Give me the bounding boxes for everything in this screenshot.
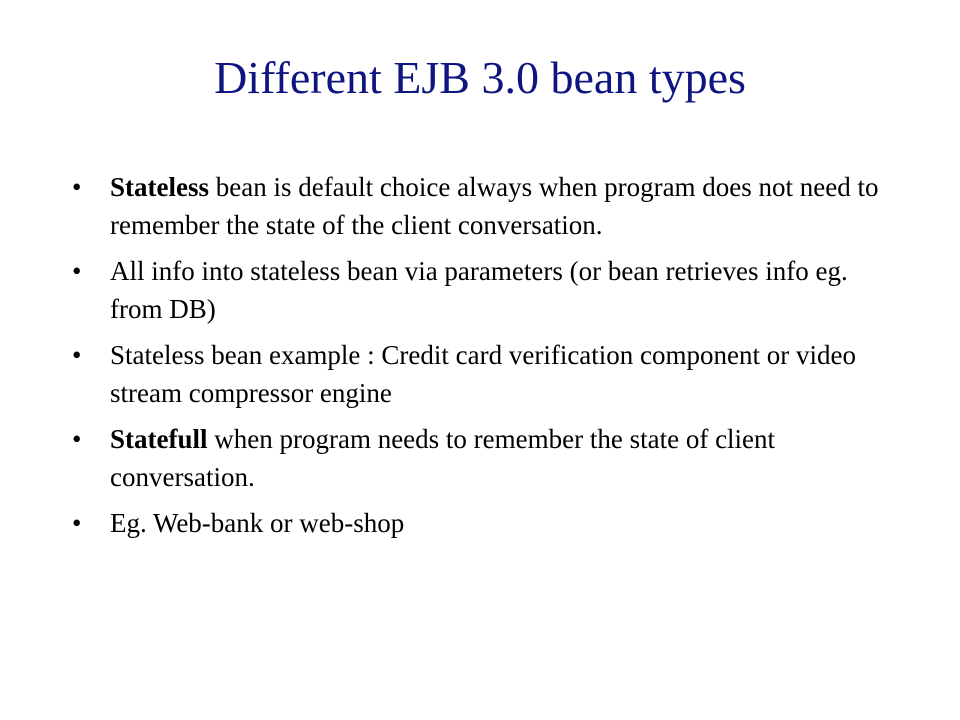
bullet-lead: Statefull xyxy=(110,424,208,454)
bullet-text: bean is default choice always when program does not need to remember the state of the client conversation. xyxy=(110,172,879,240)
bullet-text: Eg. Web-bank or web-shop xyxy=(110,508,405,538)
bullet-dot-icon: • xyxy=(72,508,82,538)
bullet-item xyxy=(72,168,902,244)
bullet-text: when program needs to remember the state of client conversation. xyxy=(110,424,776,492)
bullet-list xyxy=(72,168,902,550)
bullet-item xyxy=(72,252,902,328)
bullet-item xyxy=(72,504,902,542)
bullet-dot-icon: • xyxy=(72,340,82,370)
bullet-text: All info into stateless bean via parameters (or bean retrieves info eg. from DB) xyxy=(110,256,848,324)
slide-title: Different EJB 3.0 bean types xyxy=(214,52,746,103)
bullet-lead: Stateless xyxy=(110,172,209,202)
bullet-dot-icon: • xyxy=(72,256,82,286)
bullet-dot-icon: • xyxy=(72,424,82,454)
bullet-item xyxy=(72,420,902,496)
bullet-dot-icon: • xyxy=(72,172,82,202)
bullet-item xyxy=(72,336,902,412)
bullet-text: Stateless bean example : Credit card verification component or video stream compressor engine xyxy=(110,340,856,408)
